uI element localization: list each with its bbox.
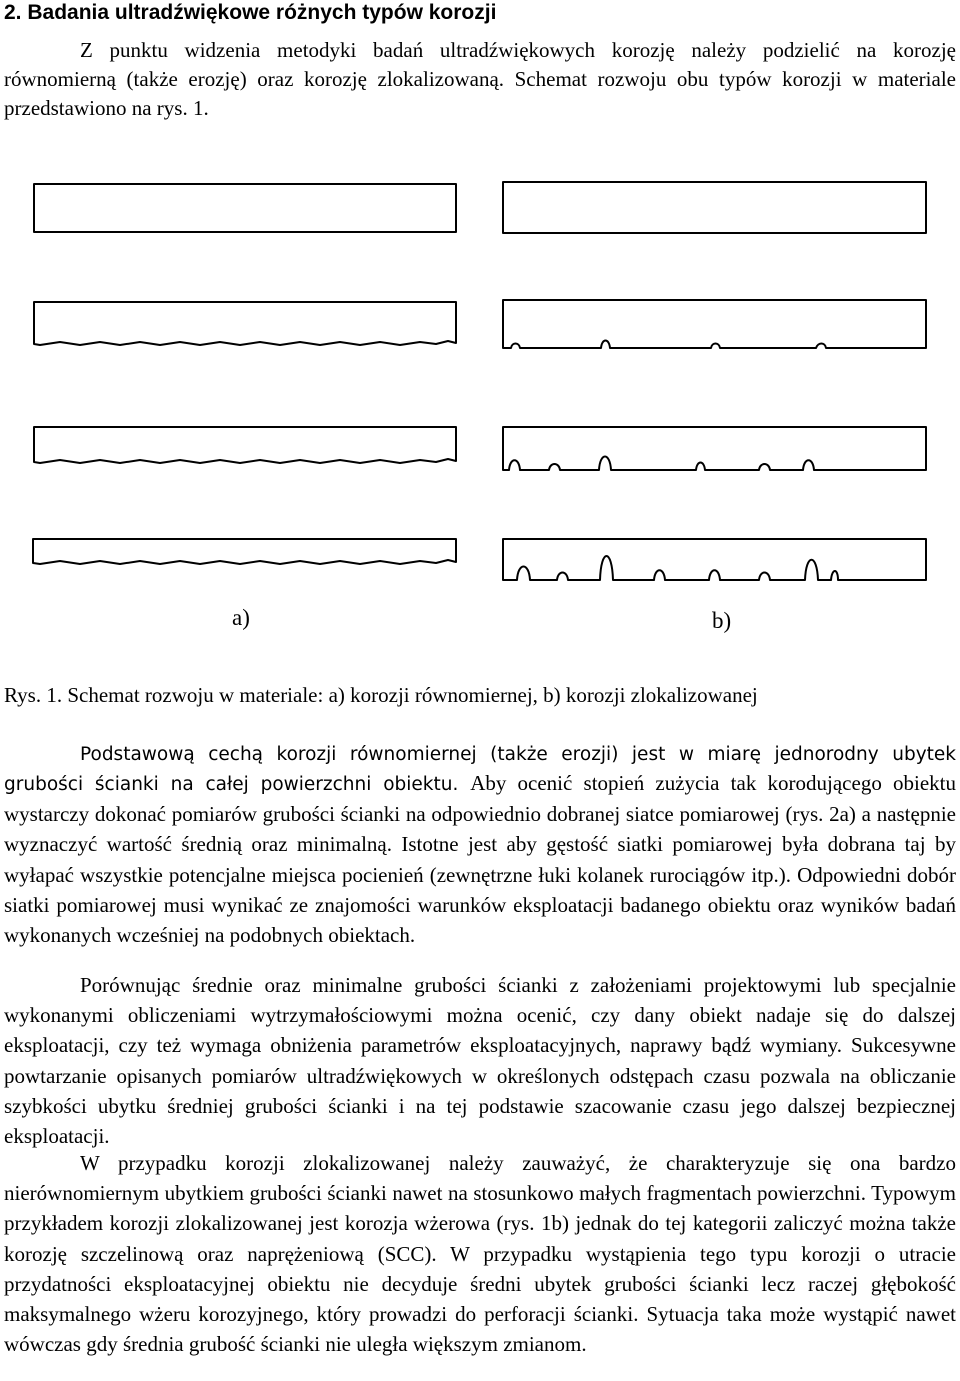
localized-stage-4: [503, 539, 926, 580]
localized-stage-1: [503, 182, 926, 233]
localized-stage-3: [503, 427, 926, 470]
corrosion-figure: [0, 170, 960, 640]
uniform-stage-1: [34, 184, 456, 232]
localized-stage-2: [503, 300, 926, 348]
figure-label-b: b): [712, 608, 732, 633]
figure-caption: Rys. 1. Schemat rozwoju w materiale: a) korozji równomiernej, b) korozji zlokalizowanej: [4, 683, 758, 707]
uniform-stage-3: [34, 427, 456, 463]
body-paragraph-1-serif: Aby ocenić stopień zużycia tak korodującego obiektu wystarczy dokonać pomiarów grubości ścianki na odpowiednio dobranej siatce pomiarowej (rys. 2a) a następnie wyznaczyć wartość średnią oraz minimalną. Istotne jest aby gęstość siatki pomiarowej była dobrana taj by wyłapać wszystkie potencjalne miejsca pocienień (zewnętrzne łuki kolanek rurociągów itp.). Odpowiedni dobór siatki pomiarowej musi wynikać ze znajomości warunków eksploatacji badanego obiektu oraz wyników badań wykonanych wcześniej na podobnych obiektach.: [4, 771, 956, 948]
uniform-stage-2: [34, 302, 456, 345]
body-paragraph-2: Porównując średnie oraz minimalne grubości ścianki z założeniami projektowymi lub specjalnie wykonanymi obliczeniami wytrzymałościowymi można ocenić, czy dany obiekt nadaje się do dalszej eksploatacji, czy też wymaga obniżenia parametrów eksploatacyjnych, naprawy bądź wymiany. Sukcesywne powtarzanie opisanych pomiarów ultradźwiękowych w określonych odstępach czasu pozwala na obliczanie szybkości ubytku średniej grubości ścianki i na tej podstawie szacowanie czasu jego dalszej bezpiecznej eksploatacji.: [4, 973, 956, 1149]
body-paragraph-1: [4, 740, 956, 952]
uniform-stage-4: [33, 539, 456, 564]
body-paragraph-1-sans: Podstawową cechą korozji równomiernej (także erozji) jest w miarę jednorodny ubytek grubości ścianki na całej powierzchni obiektu.: [4, 744, 956, 796]
corrosion-diagram-lines: [33, 182, 926, 580]
intro-paragraph: Z punktu widzenia metodyki badań ultradźwiękowych korozję należy podzielić na korozję równomierną (także erozję) oraz korozję zlokalizowaną. Schemat rozwoju obu typów korozji w materiale przedstawiono na rys. 1.: [4, 38, 956, 120]
figure-label-a: a): [232, 605, 250, 630]
body-paragraph-3: W przypadku korozji zlokalizowanej należy zauważyć, że charakteryzuje się ona bardzo nierównomiernym ubytkiem grubości ścianki nawet na stosunkowo małych fragmentach powierzchni. Typowym przykładem korozji zlokalizowanej jest korozja wżerowa (rys. 1b) jednak do tej kategorii zaliczyć można także korozję szczelinową oraz naprężeniową (SCC). W przypadku wystąpienia tego typu korozji o utracie przydatności eksploatacyjnej obiektu nie decyduje średni ubytek grubości ścianki lecz raczej głębokość maksymalnego wżeru korozyjnego, który prowadzi do perforacji ścianki. Sytuacja taka może wystąpić nawet wówczas gdy średnia grubość ścianki nie uległa większym zmianom.: [4, 1151, 956, 1357]
section-heading: 2. Badania ultradźwiękowe różnych typów korozji: [4, 1, 497, 24]
